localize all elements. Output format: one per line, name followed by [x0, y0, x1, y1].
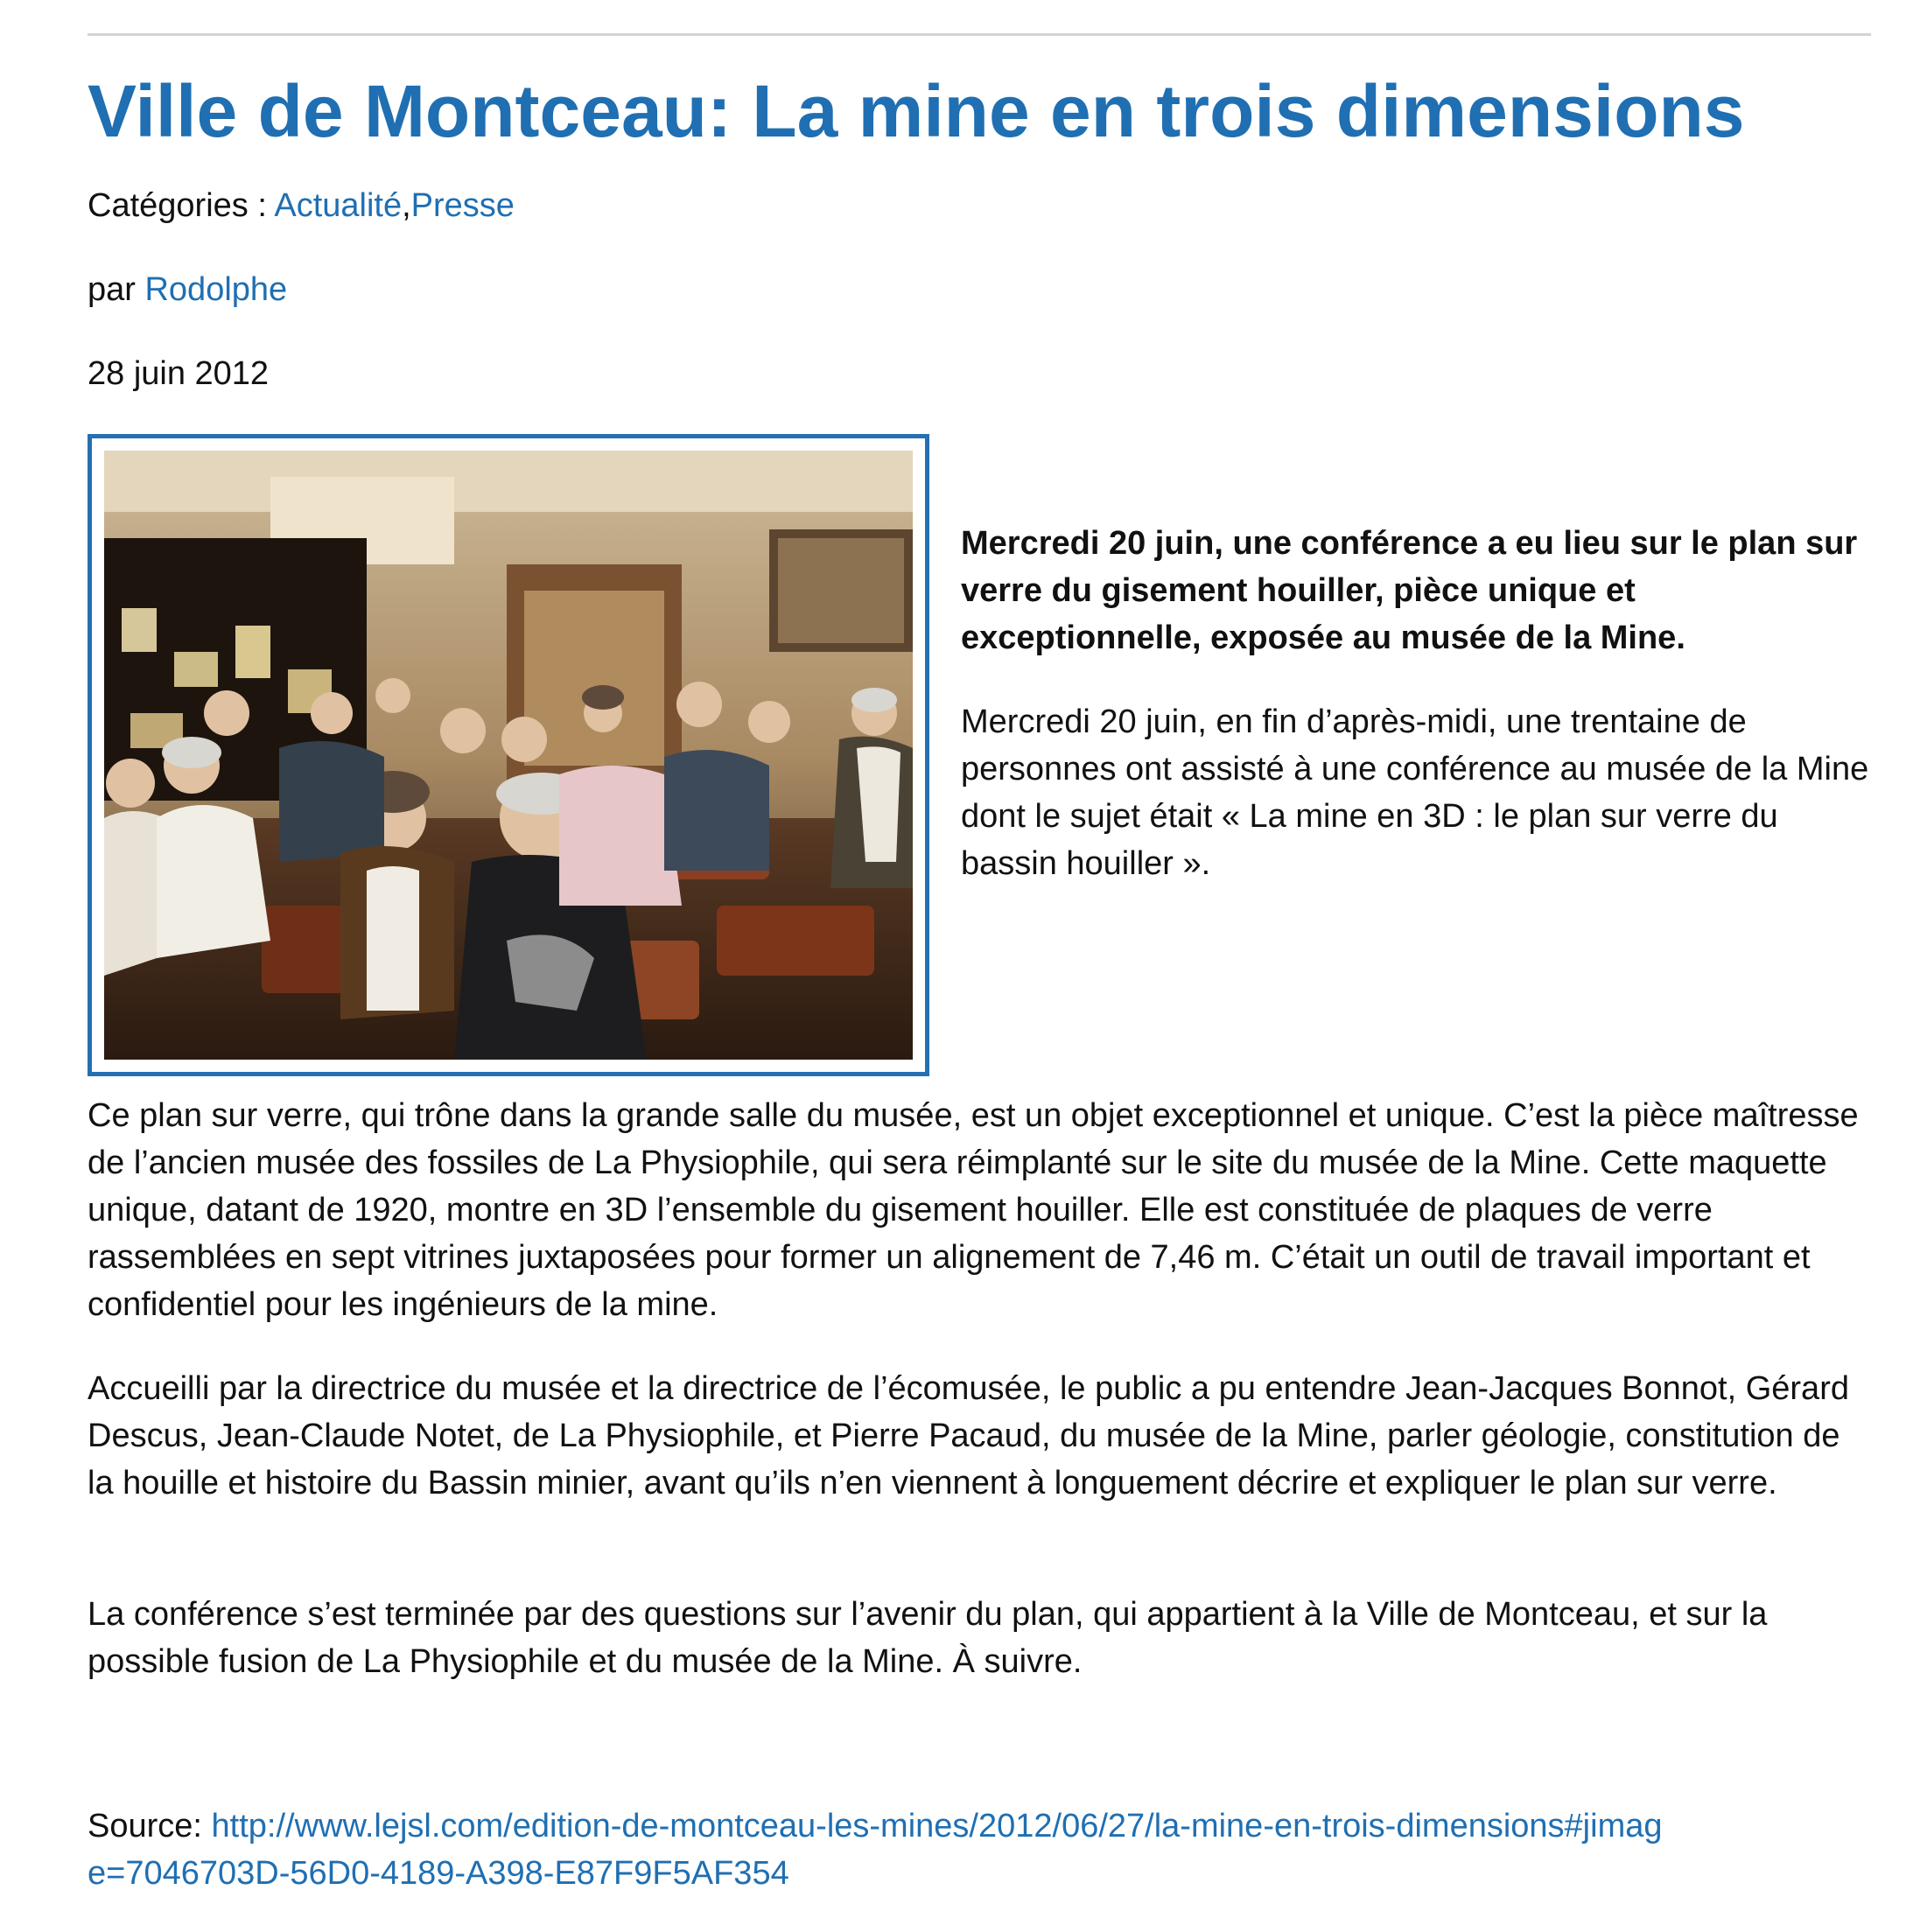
- source-label: Source:: [88, 1808, 212, 1844]
- top-divider: [88, 33, 1871, 36]
- article-photo-frame: [88, 434, 929, 1076]
- source-line: [88, 1802, 1680, 1897]
- conference-audience-photo: [104, 451, 913, 1060]
- author-link[interactable]: Rodolphe: [144, 271, 288, 308]
- author-line: [88, 266, 287, 313]
- article-title: Ville de Montceau: La mine en trois dimensions: [88, 70, 1745, 152]
- article-paragraph-2: Accueilli par la directrice du musée et la directrice de l’écomusée, le public a pu entendre Jean-Jacques Bonnot, Gérard Descus, Jean-Claude Notet, de La Physiophile, et Pierre Pacaud, du musée de la Mine, parler géologie, constitution de la houille et histoire du Bassin minier, avant qu’ils n’en viennent à longuement décrire et expliquer le plan sur verre.: [88, 1370, 1849, 1502]
- category-link-actualite[interactable]: Actualité: [274, 187, 403, 224]
- article-paragraph-1: Ce plan sur verre, qui trône dans la grande salle du musée, est un objet exceptionnel et unique. C’est la pièce maîtresse de l’ancien musée des fossiles de La Physiophile, qui sera réimplanté sur le site du musée de la Mine. Cette maquette unique, datant de 1920, montre en 3D l’ensemble du gisement houiller. Elle est constituée de plaques de verre rassemblées en sept vitrines juxtaposées pour former un alignement de 7,46 m. C’était un outil de travail important et confidentiel pour les ingénieurs de la mine.: [88, 1097, 1859, 1323]
- categories-label: Catégories :: [88, 187, 275, 224]
- article-lead: Mercredi 20 juin, une conférence a eu lieu sur le plan sur verre du gisement houiller, pièce unique et exceptionnelle, exposée au musée de la Mine.: [961, 525, 1858, 656]
- category-separator: ,: [402, 187, 411, 224]
- source-link[interactable]: http://www.lejsl.com/edition-de-montceau-les-mines/2012/06/27/la-mine-en-trois-dimensions#jimage=7046703D-56D0-4189-A398-E87F9F5AF354: [88, 1808, 1663, 1892]
- article-intro: Mercredi 20 juin, en fin d’après-midi, une trentaine de personnes ont assisté à une conférence au musée de la Mine dont le sujet était « La mine en 3D : le plan sur verre du bassin houiller ».: [961, 704, 1869, 882]
- publish-date: 28 juin 2012: [88, 355, 270, 392]
- author-prefix: par: [88, 271, 145, 308]
- category-link-presse[interactable]: Presse: [410, 187, 515, 224]
- categories-line: [88, 182, 515, 229]
- article-paragraph-3: La conférence s’est terminée par des questions sur l’avenir du plan, qui appartient à la Ville de Montceau, et sur la possible fusion de La Physiophile et du musée de la Mine. À suivre.: [88, 1596, 1768, 1680]
